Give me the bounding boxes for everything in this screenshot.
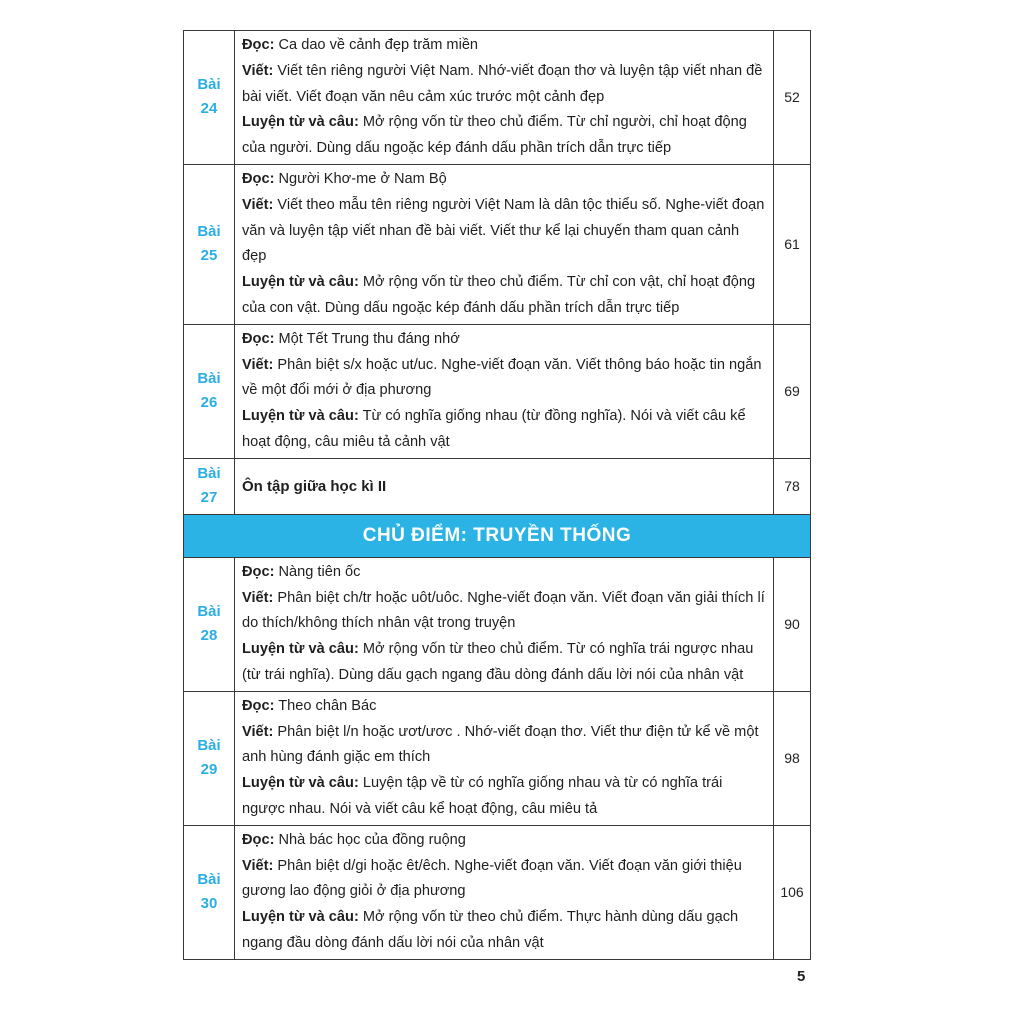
entry-text: Viết tên riêng người Việt Nam. Nhớ-viết đoạn thơ và luyện tập viết nhan đề bài viết. Viết đoạn văn nêu cảm xúc trước một cảnh đẹp [242,62,763,105]
entry-label: Luyện từ và câu: [242,909,359,926]
lesson-number-cell [184,324,235,458]
lesson-label: Bài [197,737,221,755]
lesson-label: Bài [197,603,221,621]
lesson-entry [242,560,767,586]
lesson-entry [242,59,767,111]
lesson-label: Bài [197,871,221,889]
entry-text: Viết theo mẫu tên riêng người Việt Nam là dân tộc thiểu số. Nghe-viết đoạn văn và luyện tập viết nhan đề bài viết. Viết thư kể lại chuyến tham quan cảnh đẹp [242,196,765,265]
entry-text: Nhà bác học của đồng ruộng [274,831,466,848]
page-number-cell [774,458,811,514]
entry-label: Luyện từ và câu: [242,274,359,291]
lesson-number: 25 [200,247,218,265]
entry-label: Đọc: [242,697,275,714]
entry-text: Mở rộng vốn từ theo chủ điểm. Từ chỉ người, chỉ hoạt động của người. Dùng dấu ngoặc kép đánh dấu phần trích dẫn trực tiếp [242,114,747,157]
entry-label: Viết: [242,857,274,874]
lesson-number: 27 [200,489,218,507]
entry-text: Phân biệt s/x hoặc ut/uc. Nghe-viết đoạn văn. Viết thông báo hoặc tin ngắn về một đổi mới ở địa phương [242,356,762,399]
lesson-number: 26 [200,394,218,412]
lesson-row [184,557,811,691]
lesson-entry [242,905,767,957]
lesson-entry [242,694,767,720]
lesson-entry [242,33,767,59]
lesson-number: 24 [200,100,218,118]
page-ref: 78 [784,478,800,495]
lesson-entry [242,586,767,638]
lesson-entry [242,771,767,823]
entry-label: Đọc: [242,170,275,187]
lesson-label: Bài [197,465,221,483]
entry-label: Viết: [242,589,274,606]
lesson-content-cell [235,164,774,324]
entry-label: Đọc: [242,37,275,53]
lesson-entry [242,404,767,456]
lesson-entry [242,193,767,270]
theme-heading: CHỦ ĐIỂM: TRUYỀN THỐNG [184,514,811,557]
lesson-number: 28 [200,627,218,645]
table-of-contents [183,30,811,960]
lesson-entry [242,828,767,854]
entry-label: Viết: [242,723,274,740]
lesson-entry [242,167,767,193]
lessons-group-b [184,557,811,959]
page-ref: 106 [780,884,804,901]
lesson-row [184,164,811,324]
lesson-number-cell [184,458,235,514]
page-ref: 90 [784,616,800,633]
entry-text: Từ có nghĩa giống nhau (từ đồng nghĩa). Nói và viết câu kể hoạt động, câu miêu tả cảnh vật [242,408,746,450]
entry-text: Người Khơ-me ở Nam Bộ [274,170,447,187]
lesson-number: 29 [200,761,218,779]
lesson-row [184,825,811,959]
lesson-entry [242,720,767,772]
page-number-cell [774,825,811,959]
entry-label: Đọc: [242,330,275,347]
page-number-cell [774,557,811,691]
entry-text: Phân biệt l/n hoặc ươt/ươc . Nhớ-viết đoạn thơ. Viết thư điện tử kể về một anh hùng đánh giặc em thích [242,723,759,766]
theme-row [184,514,811,557]
entry-text: Nàng tiên ốc [274,563,361,580]
lesson-label: Bài [197,223,221,241]
lesson-row [184,31,811,165]
lesson-number-cell [184,825,235,959]
lesson-content-cell [235,31,774,165]
lesson-row [184,324,811,458]
entry-label: Viết: [242,196,274,213]
entry-text: Mở rộng vốn từ theo chủ điểm. Từ chỉ con vật, chỉ hoạt động của con vật. Dùng dấu ngoặc kép đánh dấu phần trích dẫn trực tiếp [242,274,756,316]
lesson-entry [242,854,767,906]
entry-text: Theo chân Bác [274,697,377,714]
page-number-cell [774,324,811,458]
page-number-cell [774,691,811,825]
page-ref: 98 [784,750,800,767]
entry-text: Một Tết Trung thu đáng nhớ [274,330,460,347]
entry-text: Mở rộng vốn từ theo chủ điểm. Từ có nghĩa trái ngược nhau (từ trái nghĩa). Dùng dấu gạch ngang đầu dòng đánh dấu lời nói của nhân vật [242,641,754,683]
lesson-content-cell [235,691,774,825]
entry-label: Viết: [242,356,274,373]
lesson-number: 30 [200,895,218,913]
review-row [184,458,811,514]
lesson-number-cell [184,164,235,324]
entry-label: Luyện từ và câu: [242,408,359,425]
entry-label: Luyện từ và câu: [242,641,359,658]
lesson-number-cell [184,557,235,691]
page-ref: 61 [784,236,800,253]
lessons-group-a [184,31,811,459]
lesson-entry [242,353,767,405]
review-group [184,458,811,514]
lesson-content-cell [235,825,774,959]
entry-label: Luyện từ và câu: [242,775,359,792]
page-number-cell [774,164,811,324]
entry-text: Phân biệt d/gi hoặc êt/êch. Nghe-viết đoạn văn. Viết đoạn văn giới thiệu gương lao động giỏi ở địa phương [242,857,742,900]
review-title: Ôn tập giữa học kì II [242,477,387,495]
entry-label: Luyện từ và câu: [242,114,359,131]
entry-label: Viết: [242,62,274,79]
lesson-number-cell [184,31,235,165]
page-ref: 52 [784,89,800,106]
lesson-number-cell [184,691,235,825]
lesson-label: Bài [197,76,221,94]
entry-text: Phân biệt ch/tr hoặc uôt/uôc. Nghe-viết đoạn văn. Viết đoạn văn giải thích lí do thích/không thích nhân vật trong truyện [242,589,765,632]
lesson-entry [242,270,767,322]
page-number-cell [774,31,811,165]
page-ref: 69 [784,383,800,400]
entry-label: Đọc: [242,563,275,580]
entry-label: Đọc: [242,831,275,848]
theme-group [184,514,811,557]
lesson-entry [242,327,767,353]
lesson-label: Bài [197,370,221,388]
page-number: 5 [797,968,806,985]
entry-text: Ca dao về cảnh đẹp trăm miền [274,37,479,53]
review-title-cell [235,458,774,514]
entry-text: Luyện tập về từ có nghĩa giống nhau và từ có nghĩa trái ngược nhau. Nói và viết câu kể hoạt động, câu miêu tả [242,775,723,817]
lesson-row [184,691,811,825]
entry-text: Mở rộng vốn từ theo chủ điểm. Thực hành dùng dấu gạch ngang đầu dòng đánh dấu lời nói của nhân vật [242,909,739,951]
lesson-entry [242,110,767,162]
lesson-entry [242,637,767,689]
lesson-content-cell [235,324,774,458]
lesson-content-cell [235,557,774,691]
